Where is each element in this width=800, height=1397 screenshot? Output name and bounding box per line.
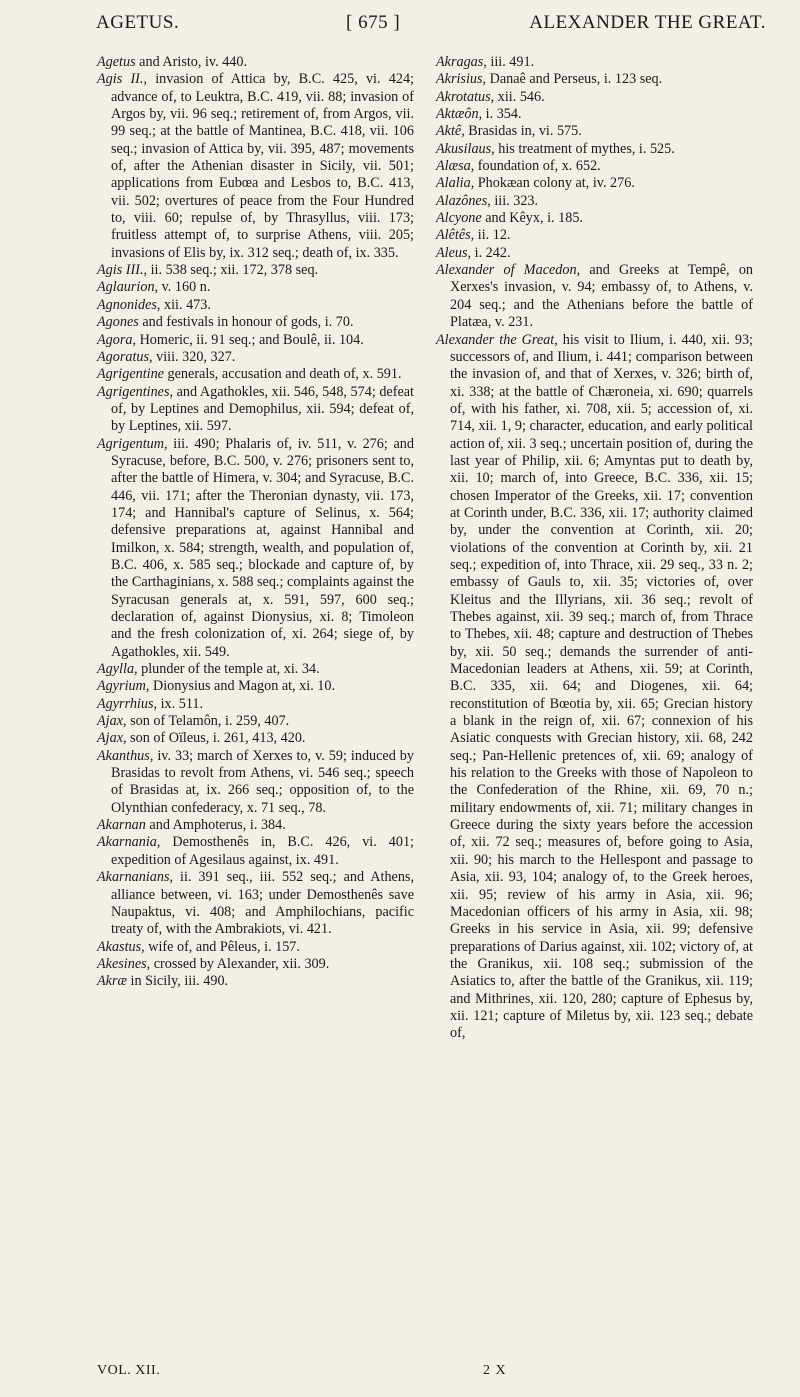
index-term: Agrigentum [97, 435, 164, 452]
index-references: , his treatment of mythes, i. 525. [491, 140, 675, 157]
header-last-entry: ALEXANDER THE GREAT. [529, 12, 766, 33]
index-entry [97, 939, 414, 956]
index-term: Akarnania [97, 834, 157, 851]
index-references: , wife of, and Pêleus, i. 157. [141, 938, 300, 955]
index-term: Akragas [436, 54, 484, 70]
index-entry [97, 696, 414, 713]
index-term: Akarnanians [97, 869, 170, 886]
index-term: Akesines [97, 955, 147, 972]
index-entry [97, 956, 414, 973]
index-references: and Amphoterus, i. 384. [145, 817, 286, 834]
index-references: , iii. 491. [483, 54, 535, 70]
index-column-right [436, 54, 753, 1043]
index-term: Agones [97, 314, 139, 331]
index-term: Ajax [97, 730, 123, 747]
index-term: Alêtês [436, 227, 471, 244]
index-term: Aktæôn [436, 106, 479, 123]
index-term: Agis II. [97, 71, 144, 88]
index-references: , iii. 490; Phalaris of, iv. 511, v. 276; and Syracuse, before, B.C. 500, v. 276; prisoners sent to, after the battle of Himera, v. 304; and Syracuse, B.C. 446, vii. 171; after the Theronian dynasty, vii. 173, 174; and Hannibal's capture of Selinus, x. 564; defensive preparations at, against Hannibal and Imilkon, x. 584; strength, wealth, and population of, B.C. 406, x. 585 seq.; blockade and capture of, by the Carthaginians, x. 588 seq.; complaints against the Syracusan generals at, x. 591, 597, 600 seq.; declaration of, against Dionysius, xi. 8; Timoleon and the fresh colonization of, xi. 264; siege of, by Agathokles, xii. 549. [111, 435, 414, 660]
index-entry [436, 141, 753, 158]
index-entry [436, 123, 753, 140]
index-references: , foundation of, x. 652. [470, 158, 601, 175]
index-references: , and Agathokles, xii. 546, 548, 574; defeat of, by Leptines and Demophilus, xii. 594; defeat of, by Leptines, xii. 597. [111, 383, 414, 435]
index-entry [97, 834, 414, 869]
index-references: , Demosthenês in, B.C. 426, vi. 401; expedition of Agesilaus against, ix. 491. [111, 834, 414, 868]
index-entry [97, 297, 414, 314]
index-entry [436, 245, 753, 262]
index-column-left [97, 54, 414, 991]
index-references: , xii. 473. [156, 296, 211, 313]
page-footer [97, 1363, 758, 1383]
index-term: Akrisius [436, 71, 483, 88]
index-entry [97, 384, 414, 436]
index-entry [97, 678, 414, 695]
index-term: Alazônes [436, 192, 488, 209]
index-entry [97, 262, 414, 279]
index-references: and Kêyx, i. 185. [481, 210, 583, 227]
index-term: Akanthus [97, 747, 150, 764]
page-number: [ 675 ] [346, 12, 401, 33]
index-entry [97, 349, 414, 366]
index-entry [436, 71, 753, 88]
index-references: , Homeric, ii. 91 seq.; and Boulê, ii. 104. [132, 331, 364, 348]
index-term: Agis III. [97, 262, 144, 279]
index-references: , ix. 511. [153, 695, 204, 712]
index-entry [436, 158, 753, 175]
index-term: Agetus [97, 54, 136, 70]
index-references: , plunder of the temple at, xi. 34. [134, 661, 320, 678]
running-header [96, 12, 766, 42]
index-entry [436, 106, 753, 123]
index-term: Akrotatus [436, 88, 491, 105]
index-entry [97, 817, 414, 834]
index-term: Akarnan [97, 817, 146, 834]
index-references: , ii. 538 seq.; xii. 172, 378 seq. [143, 262, 319, 279]
index-entry [436, 54, 753, 71]
index-entry [97, 730, 414, 747]
index-references: , Dionysius and Magon at, xi. 10. [145, 678, 336, 695]
index-references: , xii. 546. [490, 88, 545, 105]
index-entry [97, 54, 414, 71]
index-term: Agyrium [97, 678, 146, 695]
signature-mark: 2 X [483, 1363, 507, 1378]
index-references: , i. 354. [478, 106, 522, 123]
index-references: , i. 242. [467, 244, 511, 261]
index-references: , ii. 12. [470, 227, 511, 244]
index-entry [436, 210, 753, 227]
index-references: and Aristo, iv. 440. [135, 54, 248, 70]
index-term: Ajax [97, 713, 123, 730]
index-term: Akusilaus [436, 140, 492, 157]
index-entry [97, 436, 414, 661]
index-term: Akræ [97, 973, 127, 990]
index-term: Agyrrhius [97, 695, 154, 712]
index-entry [97, 71, 414, 262]
index-term: Alexander the Great [436, 331, 555, 348]
index-references: , Phokæan colony at, iv. 276. [470, 175, 635, 192]
index-references: in Sicily, iii. 490. [126, 973, 229, 990]
index-references: , v. 160 n. [154, 279, 211, 296]
index-references: , son of Telamôn, i. 259, 407. [123, 713, 290, 730]
index-references: , viii. 320, 327. [149, 348, 236, 365]
index-term: Aktê [436, 123, 462, 140]
index-term: Alexander of Macedon [436, 262, 577, 279]
index-references: , invasion of Attica by, B.C. 425, vi. 424; advance of, to Leuktra, B.C. 419, vii. 88; invasion of Argos by, vii. 96 seq.; retirement of, from Argos, vii. 99 seq.; at the battle of Mantinea, B.C. 418, vii. 106 seq.; invasion of Attica by, vii. 395, 487; movements of, after the Athenian disaster in Sicily, vii. 501; applications from Eubœa and Lesbos to, B.C. 413, vii. 502; overtures of peace from the Four Hundred to, viii. 60; repulse of, by Thrasyllus, viii. 173; fruitless attempt of, to surprise Athens, viii. 205; invasions of Elis by, ix. 312 seq.; death of, ix. 335. [111, 71, 414, 261]
index-term: Agylla [97, 661, 135, 678]
index-term: Agoratus [97, 348, 150, 365]
index-references: , his visit to Ilium, i. 440, xii. 93; successors of, and Ilium, i. 441; comparison between the invasion of, and that of Xerxes, v. 326; birth of, xi. 338; at the battle of Chæroneia, xi. 690; quarrels of, with his father, xi. 708, xii. 5; accession of, xi. 714, xii. 1, 9; character, education, and early political action of, xii. 3 seq.; uncertain position of, during the last year of Philip, xii. 6; Amyntas put to death by, xii. 10; march of, into Greece, B.C. 336, xii. 15; chosen Imperator of the Greeks, xii. 17; convention at Corinth under, B.C. 336, xii. 17; authority claimed by, under the convention at Corinth, xii. 20; violations of the convention at Corinth by, xii. 21 seq.; expedition of, into Thrace, xii. 29 seq., 33 n. 2; embassy of Gauls to, xii. 35; victories of, over Kleitus and the Illyrians, xii. 36 seq.; revolt of Thebes against, xii. 39 seq.; march of, from Thrace to Thebes, xii. 48; capture and destruction of Thebes by, xii. 50 seq.; demands the surrender of anti-Macedonian leaders at Athens, xii. 59; at Corinth, B.C. 335, xii. 64; and Diogenes, xii. 64; reconstitution of Bœotia by, xii. 65; Grecian history a blank in the reign of, xii. 67; connexion of his Asiatic conquests with Grecian history, xii. 68, 242 seq.; Pan-Hellenic pretences of, xii. 69; analogy of his relation to the Greeks with those of Napoleon to the Confederation of the Rhine, xii. 69, 70 n.; military endowments of, xii. 71; military changes in Greece during the sixty years before the accession of, xii. 72 seq.; measures of, before going to Asia, xii. 90; his march to the Hellespont and passage to Asia, xii. 93, 104; analogy of, to the Greek heroes, xii. 95; review of his army in Asia, xii. 96; Macedonian officers of his army in Asia, xii. 98; Greeks in his service in Asia, xii. 99; defensive preparations of Darius against, xii. 102; victory of, at the Granikus, xii. 108 seq.; submission of the Asiatics to, after the battle of the Granikus, xii. 119; and Mithrines, xii. 120, 280; capture of Ephesus by, xii. 121; capture of Miletus by, xii. 123 seq.; debate of, [450, 331, 753, 1042]
index-term: Akastus [97, 938, 142, 955]
index-entry [97, 973, 414, 990]
index-term: Agrigentine [97, 366, 164, 383]
index-entry [436, 262, 753, 331]
index-entry [436, 89, 753, 106]
index-entry [436, 175, 753, 192]
index-entry [97, 314, 414, 331]
index-term: Alcyone [436, 210, 482, 227]
header-first-entry: AGETUS. [96, 12, 180, 33]
index-entry [436, 193, 753, 210]
index-entry [436, 332, 753, 1043]
index-entry [97, 332, 414, 349]
index-term: Agora [97, 331, 133, 348]
index-references: , and Greeks at Tempê, on Xerxes's invasion, v. 94; embassy of, to Athens, v. 204 seq.; and the Athenians before the battle of Platæa, v. 231. [450, 262, 754, 331]
index-entry [436, 227, 753, 244]
index-references: , iv. 33; march of Xerxes to, v. 59; induced by Brasidas to revolt from Athens, vi. 546 seq.; speech of Brasidas at, ix. 266 seq.; opposition of, to the Olynthian confederacy, x. 71 seq., 78. [111, 747, 414, 816]
index-term: Aglaurion [97, 279, 155, 296]
index-entry [97, 869, 414, 938]
index-term: Agnonides [97, 296, 157, 313]
index-references: , Danaê and Perseus, i. 123 seq. [482, 71, 663, 88]
index-term: Alæsa [436, 158, 471, 175]
index-term: Alalia [436, 175, 471, 192]
index-references: , iii. 323. [487, 192, 539, 209]
index-references: generals, accusation and death of, x. 591. [163, 366, 402, 383]
index-references: , ii. 391 seq., iii. 552 seq.; and Athens, alliance between, vi. 163; under Demosthenês save Naupaktus, vi. 408; and Amphilochians, pacific treaty of, with the Ambrakiots, vi. 421. [111, 869, 414, 938]
index-entry [97, 366, 414, 383]
index-references: and festivals in honour of gods, i. 70. [138, 314, 354, 331]
volume-label: VOL. XII. [97, 1363, 161, 1378]
index-references: , crossed by Alexander, xii. 309. [146, 955, 330, 972]
index-references: , Brasidas in, vi. 575. [461, 123, 582, 140]
index-term: Aleus [436, 244, 468, 261]
index-entry [97, 661, 414, 678]
index-references: , son of Oïleus, i. 261, 413, 420. [123, 730, 306, 747]
index-entry [97, 713, 414, 730]
index-term: Agrigentines [97, 383, 170, 400]
index-entry [97, 279, 414, 296]
index-entry [97, 748, 414, 817]
